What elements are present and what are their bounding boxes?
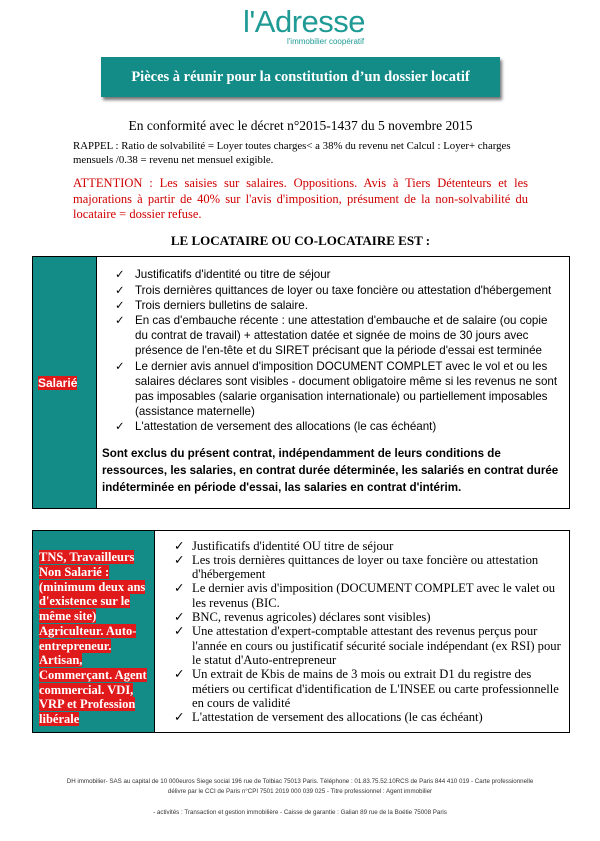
check-icon: ✓ [174, 710, 185, 725]
check-icon: ✓ [174, 624, 185, 639]
footer-company-info: DH immobilier- SAS au capital de 10 000euros Siege social 196 rue de Tolbiac 75013 Paris. Téléphone : 01.83.75.52.10RCS de Paris 844 410 019 - Carte professionnelle [66, 778, 534, 785]
list-item-text: L'attestation de versement des allocations (le cas échéant) [135, 420, 437, 434]
salarie-label-cell [33, 257, 97, 509]
tns-label: TNS, Travailleurs Non Salarié : (minimum deux ans d'existence sur le même site) Agriculteur. Auto-entrepreneur. Artisan, Commerçant. Agent commercial. VDI, VRP et Profession libérale [39, 550, 147, 727]
check-icon: ✓ [115, 313, 125, 327]
check-icon: ✓ [174, 667, 185, 682]
list-item [115, 267, 563, 282]
check-icon: ✓ [115, 298, 125, 312]
check-icon: ✓ [174, 610, 185, 625]
exclusion-notice: Sont exclus du présent contrat, indépendamment de leurs conditions de ressources, les salaries, en contrat durée déterminée, les salariés en contrat durée indéterminée en période d'essai, las salaries en contrat d'intérim. [102, 446, 559, 494]
check-icon: ✓ [174, 538, 185, 553]
check-icon: ✓ [115, 283, 125, 297]
document-title: Pièces à réunir pour la constitution d’un dossier locatif [101, 57, 500, 97]
attention-warning: ATTENTION : Les saisies sur salaires. Oppositions. Avis à Tiers Détenteurs et les majorations à partir de 40% sur l'avis d'imposition, présument de la non-solvabilité du locataire = dossier refuse. [73, 176, 528, 221]
check-icon: ✓ [115, 420, 125, 434]
list-item-text: Trois dernières quittances de loyer ou taxe foncière ou attestation d'hébergement [135, 283, 552, 297]
list-item-text: Un extrait de Kbis de mains de 3 mois ou extrait D1 du registre des métiers ou certificat d'identification de L'INSEE ou carte professionnelle en cours de validité [192, 667, 559, 710]
tns-checklist [174, 538, 563, 725]
list-item-text: Les trois dernières quittances de loyer ou taxe foncière ou attestation d'hébergement [192, 552, 539, 582]
solvency-reminder: RAPPEL : Ratio de solvabilité = Loyer toutes charges< a 38% du revenu net Calcul : Loyer+ charges mensuels /0.38 = revenu net mensuel exigible. [73, 140, 511, 166]
footer-activities: - activités : Transaction et gestion immobilière - Caisse de garantie : Galian 89 rue de la Boétie 75008 Paris [153, 809, 447, 816]
logo-wordmark: l'Adresse [243, 4, 366, 39]
company-logo [243, 6, 383, 50]
tns-table [32, 530, 570, 733]
decree-reference: En conformité avec le décret n°2015-1437 du 5 novembre 2015 [128, 118, 473, 133]
list-item-text: Justificatifs d'identité OU titre de séjour [192, 538, 394, 553]
salarie-requirements-cell [97, 257, 570, 509]
list-item [174, 624, 563, 667]
list-item [174, 538, 563, 553]
section-heading: LE LOCATAIRE OU CO-LOCATAIRE EST : [170, 233, 431, 248]
list-item-text: Trois derniers bulletins de salaire. [135, 298, 308, 312]
check-icon: ✓ [174, 581, 185, 596]
list-item-text: L'attestation de versement des allocations (le cas échéant) [192, 710, 483, 725]
check-icon: ✓ [174, 552, 185, 567]
list-item-text: Le dernier avis d'imposition (DOCUMENT COMPLET avec le valet ou les revenus (BIC. [192, 581, 556, 610]
list-item [174, 610, 563, 625]
list-item [115, 298, 563, 313]
list-item-text: En cas d'embauche récente : une attestation d'embauche et de salaire (ou copie du contrat de travail) + attestation datée et signée de moins de 30 jours avec présence de l'en-tête et du SIRET précisant que la période d'essai est terminée [135, 313, 548, 358]
salarie-table [32, 256, 570, 509]
check-icon: ✓ [115, 359, 125, 373]
tns-requirements-cell [155, 531, 570, 733]
list-item-text: Le dernier avis annuel d'imposition DOCUMENT COMPLET avec le vol et ou les salaires déclares sont visibles - document obligatoire même si les revenus ne sont pas imposables (salarie organisation internationale) ou partiellement imposables (assistance maternelle) [135, 359, 558, 419]
list-item [174, 552, 563, 582]
list-item-text: BNC, revenus agricoles) déclares sont visibles) [192, 610, 431, 625]
list-item-text: Justificatifs d'identité ou titre de séjour [135, 268, 331, 282]
list-item [115, 283, 563, 298]
logo-tagline: l'immobilier coopératif [287, 37, 365, 46]
list-item [115, 419, 563, 434]
salarie-label: Salarié [38, 375, 78, 390]
check-icon: ✓ [115, 268, 125, 282]
salarie-checklist [115, 267, 563, 434]
list-item-text: Une attestation d'expert-comptable attestant des revenus perçus pour l'année en cours ou justificatif sécurité sociale indépendant (ex RSI) pour le statut d'Auto-entrepreneur [192, 624, 561, 667]
footer-card-info: délivre par le CCI de Paris n°CPI 7501 2019 000 039 025 - Titre professionnel : Agent immobilier [167, 788, 433, 795]
list-item [174, 710, 563, 725]
list-item [174, 667, 563, 710]
list-item [115, 359, 563, 420]
tns-label-cell [33, 531, 155, 733]
list-item [115, 313, 563, 359]
list-item [174, 581, 563, 610]
